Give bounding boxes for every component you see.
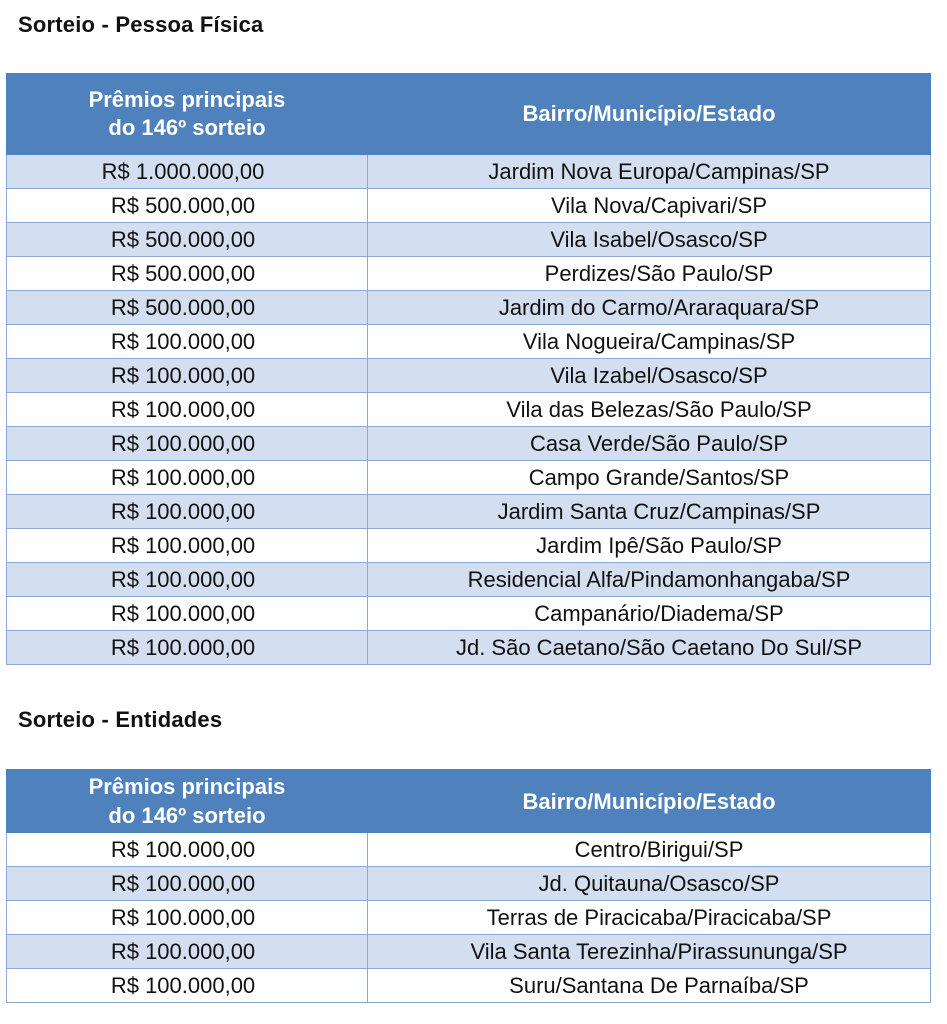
prize-value: R$ 100.000,00	[7, 631, 368, 665]
table-row	[7, 969, 931, 1003]
prize-value: R$ 100.000,00	[7, 597, 368, 631]
prize-value: R$ 100.000,00	[7, 359, 368, 393]
location: Jd. Quitauna/Osasco/SP	[368, 867, 931, 901]
table-row	[7, 529, 931, 563]
section-title-entidades: Sorteio - Entidades	[18, 707, 223, 732]
prize-value: R$ 1.000.000,00	[7, 155, 368, 189]
table-row	[7, 189, 931, 223]
location: Vila Izabel/Osasco/SP	[368, 359, 931, 393]
table-row	[7, 393, 931, 427]
prize-value: R$ 100.000,00	[7, 495, 368, 529]
table-row	[7, 867, 931, 901]
table-row	[7, 901, 931, 935]
header-prize-line1: Prêmios principais	[88, 774, 286, 799]
location: Suru/Santana De Parnaíba/SP	[368, 969, 931, 1003]
table-row	[7, 833, 931, 867]
table-header-row	[7, 770, 931, 833]
table-row	[7, 223, 931, 257]
table-row	[7, 325, 931, 359]
table-row	[7, 597, 931, 631]
location: Vila Nova/Capivari/SP	[368, 189, 931, 223]
prizes-table-entidades	[6, 769, 931, 1003]
prize-value: R$ 100.000,00	[7, 563, 368, 597]
table-row	[7, 427, 931, 461]
prize-value: R$ 100.000,00	[7, 833, 368, 867]
prize-value: R$ 100.000,00	[7, 461, 368, 495]
prize-value: R$ 500.000,00	[7, 223, 368, 257]
location: Vila Santa Terezinha/Pirassununga/SP	[368, 935, 931, 969]
location: Terras de Piracicaba/Piracicaba/SP	[368, 901, 931, 935]
section-title-pessoa-fisica: Sorteio - Pessoa Física	[18, 12, 264, 37]
location: Jardim Nova Europa/Campinas/SP	[368, 155, 931, 189]
prize-value: R$ 100.000,00	[7, 935, 368, 969]
location: Campo Grande/Santos/SP	[368, 461, 931, 495]
prize-value: R$ 100.000,00	[7, 969, 368, 1003]
table-row	[7, 461, 931, 495]
location: Centro/Birigui/SP	[368, 833, 931, 867]
prize-value: R$ 100.000,00	[7, 529, 368, 563]
prize-value: R$ 500.000,00	[7, 257, 368, 291]
table-row	[7, 359, 931, 393]
table-header-row	[7, 74, 931, 155]
header-prize-line2: do 146º sorteio	[108, 803, 266, 828]
table-row	[7, 935, 931, 969]
location: Jd. São Caetano/São Caetano Do Sul/SP	[368, 631, 931, 665]
table-row	[7, 563, 931, 597]
table-row	[7, 291, 931, 325]
table-row	[7, 155, 931, 189]
prizes-table-pessoa-fisica	[6, 73, 931, 665]
location: Residencial Alfa/Pindamonhangaba/SP	[368, 563, 931, 597]
location: Vila Nogueira/Campinas/SP	[368, 325, 931, 359]
table-row	[7, 257, 931, 291]
prize-value: R$ 100.000,00	[7, 901, 368, 935]
header-prize-line2: do 146º sorteio	[108, 115, 266, 140]
location: Jardim Ipê/São Paulo/SP	[368, 529, 931, 563]
header-prize	[7, 770, 368, 833]
header-prize-line1: Prêmios principais	[88, 87, 286, 112]
prize-value: R$ 500.000,00	[7, 291, 368, 325]
location: Jardim Santa Cruz/Campinas/SP	[368, 495, 931, 529]
location: Vila das Belezas/São Paulo/SP	[368, 393, 931, 427]
location: Jardim do Carmo/Araraquara/SP	[368, 291, 931, 325]
header-prize	[7, 74, 368, 155]
location: Vila Isabel/Osasco/SP	[368, 223, 931, 257]
prize-value: R$ 100.000,00	[7, 427, 368, 461]
table-row	[7, 631, 931, 665]
prize-value: R$ 100.000,00	[7, 867, 368, 901]
prize-value: R$ 100.000,00	[7, 325, 368, 359]
table-row	[7, 495, 931, 529]
prize-value: R$ 100.000,00	[7, 393, 368, 427]
location: Campanário/Diadema/SP	[368, 597, 931, 631]
header-location: Bairro/Município/Estado	[368, 74, 931, 155]
header-location: Bairro/Município/Estado	[368, 770, 931, 833]
prize-value: R$ 500.000,00	[7, 189, 368, 223]
location: Casa Verde/São Paulo/SP	[368, 427, 931, 461]
location: Perdizes/São Paulo/SP	[368, 257, 931, 291]
